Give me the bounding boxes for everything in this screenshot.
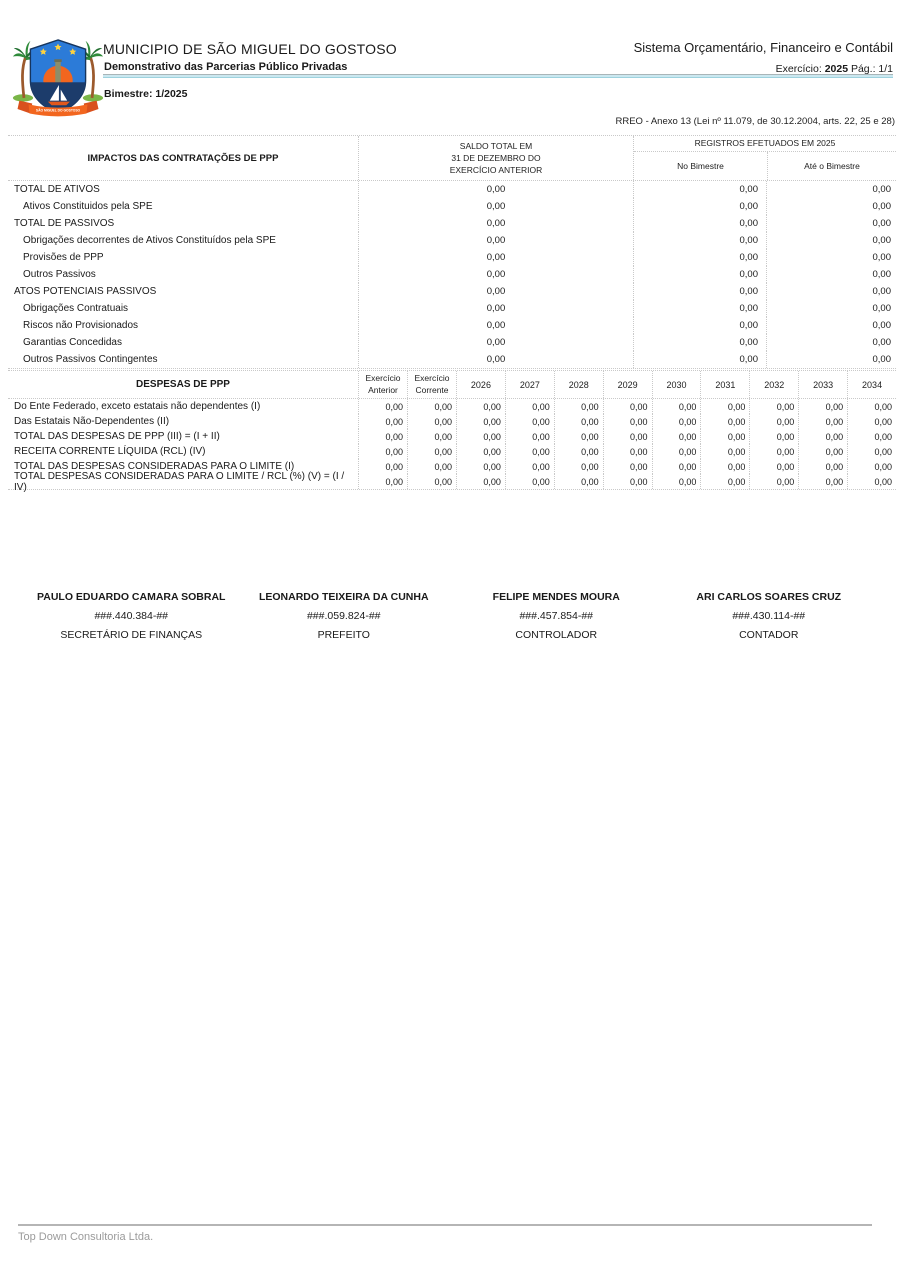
cell-value: 0,00 (766, 300, 896, 317)
signature-block (25, 591, 238, 641)
cell-value: 0,00 (407, 414, 456, 429)
table-row (8, 399, 896, 414)
cell-value: 0,00 (652, 399, 701, 414)
row-label: TOTAL DESPESAS CONSIDERADAS PARA O LIMITE / RCL (%) (V) = (I / IV) (14, 470, 345, 493)
cell-value: 0,00 (505, 459, 554, 474)
cell-value: 0,00 (766, 334, 896, 351)
cell-value: 0,00 (652, 444, 701, 459)
table-row (8, 444, 896, 459)
cell-value: 0,00 (505, 444, 554, 459)
cell-value: 0,00 (358, 266, 633, 283)
exercise-page-info (776, 63, 893, 75)
table-row (8, 266, 896, 283)
cell-value: 0,00 (749, 399, 798, 414)
expenses-title-cell: DESPESAS DE PPP (136, 379, 230, 390)
footer-company: Top Down Consultoria Ltda. (18, 1231, 154, 1243)
cell-value: 0,00 (766, 249, 896, 266)
cell-value: 0,00 (505, 474, 554, 489)
cell-value: 0,00 (749, 444, 798, 459)
cell-value: 0,00 (554, 474, 603, 489)
cell-value: 0,00 (603, 474, 652, 489)
cell-value: 0,00 (358, 317, 633, 334)
cell-value: 0,00 (847, 414, 896, 429)
cell-value: 0,00 (358, 351, 633, 368)
row-label: Outros Passivos Contingentes (23, 354, 158, 365)
row-label: Riscos não Provisionados (23, 320, 139, 331)
cell-value: 0,00 (749, 429, 798, 444)
cell-value: 0,00 (358, 215, 633, 232)
cell-value: 0,00 (700, 414, 749, 429)
cell-value: 0,00 (652, 459, 701, 474)
cell-value: 0,00 (603, 444, 652, 459)
no-bimestre-header-cell: No Bimestre (677, 161, 724, 171)
cell-value: 0,00 (766, 232, 896, 249)
cell-value: 0,00 (407, 474, 456, 489)
cell-value: 0,00 (798, 429, 847, 444)
system-title: Sistema Orçamentário, Financeiro e Contábil (633, 40, 893, 55)
page-title: MUNICIPIO DE SÃO MIGUEL DO GOSTOSO (103, 41, 397, 57)
cell-value: 0,00 (766, 215, 896, 232)
row-label: Provisões de PPP (23, 252, 104, 263)
row-label: ATOS POTENCIAIS PASSIVOS (14, 286, 157, 297)
expenses-table-header (8, 371, 896, 399)
ate-bimestre-header-cell: Até o Bimestre (767, 152, 896, 180)
table-row (8, 249, 896, 266)
cell-value: 0,00 (700, 474, 749, 489)
saldo-header-line: 31 DE DEZEMBRO DO (451, 152, 541, 163)
year-header-cell: 2028 (554, 371, 603, 398)
page-number: Pág.: 1/1 (850, 63, 893, 75)
signature-block (238, 591, 451, 641)
cell-value: 0,00 (798, 474, 847, 489)
cell-value: 0,00 (358, 198, 633, 215)
impacts-table-header (8, 136, 896, 181)
cell-value: 0,00 (633, 300, 766, 317)
cell-value: 0,00 (766, 198, 896, 215)
signature-name: ARI CARLOS SOARES CRUZ (696, 591, 842, 603)
signature-document: ###.457.854-## (519, 610, 594, 622)
cell-value: 0,00 (749, 474, 798, 489)
cell-value: 0,00 (603, 429, 652, 444)
cell-value: 0,00 (633, 232, 766, 249)
cell-value: 0,00 (652, 429, 701, 444)
signature-role: CONTADOR (739, 629, 799, 641)
exercicio-corrente-header-cell: Exercício Corrente (407, 371, 456, 398)
cell-value: 0,00 (798, 399, 847, 414)
signature-role: CONTROLADOR (515, 629, 598, 641)
table-row (8, 351, 896, 368)
shield-icon (30, 40, 85, 114)
cell-value: 0,00 (407, 444, 456, 459)
impacts-table (8, 135, 896, 369)
cell-value: 0,00 (798, 459, 847, 474)
cell-value: 0,00 (700, 444, 749, 459)
cell-value: 0,00 (603, 459, 652, 474)
cell-value: 0,00 (456, 444, 505, 459)
signature-document: ###.430.114-## (732, 610, 806, 622)
cell-value: 0,00 (456, 429, 505, 444)
table-row (8, 283, 896, 300)
registros-header-cell: REGISTROS EFETUADOS EM 2025 (634, 136, 896, 152)
footer-divider (18, 1224, 872, 1226)
cell-value: 0,00 (847, 444, 896, 459)
cell-value: 0,00 (505, 414, 554, 429)
cell-value: 0,00 (358, 283, 633, 300)
row-label: Das Estatais Não-Dependentes (II) (14, 416, 170, 427)
cell-value: 0,00 (700, 399, 749, 414)
cell-value: 0,00 (633, 249, 766, 266)
signature-document: ###.059.824-## (306, 610, 381, 622)
row-label: Garantias Concedidas (23, 337, 122, 348)
year-header-cell: 2032 (749, 371, 798, 398)
row-label: Do Ente Federado, exceto estatais não dependentes (I) (14, 401, 261, 412)
year-header-cell: 2034 (847, 371, 896, 398)
signature-block (663, 591, 876, 641)
cell-value: 0,00 (633, 351, 766, 368)
cell-value: 0,00 (766, 317, 896, 334)
signature-name: FELIPE MENDES MOURA (492, 591, 620, 603)
year-header-cell: 2027 (505, 371, 554, 398)
cell-value: 0,00 (847, 399, 896, 414)
cell-value: 0,00 (633, 266, 766, 283)
table-row (8, 334, 896, 351)
cell-value: 0,00 (603, 414, 652, 429)
year-header-cell: 2026 (456, 371, 505, 398)
cell-value: 0,00 (700, 429, 749, 444)
table-row (8, 215, 896, 232)
row-label: Obrigações decorrentes de Ativos Constituídos pela SPE (23, 235, 276, 246)
table-row (8, 470, 896, 493)
cell-value: 0,00 (554, 459, 603, 474)
cell-value: 0,00 (456, 474, 505, 489)
year-header-cell: 2030 (652, 371, 701, 398)
cell-value: 0,00 (358, 334, 633, 351)
row-label: TOTAL DE PASSIVOS (14, 218, 115, 229)
row-label: TOTAL DE ATIVOS (14, 184, 100, 195)
cell-value: 0,00 (652, 474, 701, 489)
municipality-logo (12, 26, 104, 122)
cell-value: 0,00 (633, 317, 766, 334)
lighthouse-icon (55, 61, 61, 82)
year-header-cell: 2033 (798, 371, 847, 398)
cell-value: 0,00 (603, 399, 652, 414)
annex-reference: RREO - Anexo 13 (Lei nº 11.079, de 30.12.2004, arts. 22, 25 e 28) (615, 116, 895, 127)
impacts-table-body (8, 181, 896, 368)
cell-value: 0,00 (749, 459, 798, 474)
cell-value: 0,00 (633, 198, 766, 215)
cell-value: 0,00 (505, 429, 554, 444)
cell-value: 0,00 (633, 283, 766, 300)
signatures-section (25, 591, 875, 641)
cell-value: 0,00 (358, 181, 633, 198)
cell-value: 0,00 (358, 429, 407, 444)
cell-value: 0,00 (358, 232, 633, 249)
cell-value: 0,00 (798, 414, 847, 429)
table-row (8, 317, 896, 334)
impacts-title-cell: IMPACTOS DAS CONTRATAÇÕES DE PPP (87, 152, 279, 164)
cell-value: 0,00 (749, 414, 798, 429)
ribbon-text: SÃO MIGUEL DO GOSTOSO (35, 108, 81, 113)
table-row (8, 198, 896, 215)
expenses-table (8, 370, 896, 493)
table-row (8, 300, 896, 317)
cell-value: 0,00 (766, 266, 896, 283)
cell-value: 0,00 (456, 399, 505, 414)
cell-value: 0,00 (700, 459, 749, 474)
cell-value: 0,00 (847, 474, 896, 489)
cell-value: 0,00 (766, 283, 896, 300)
cell-value: 0,00 (652, 414, 701, 429)
cell-value: 0,00 (633, 181, 766, 198)
cell-value: 0,00 (505, 399, 554, 414)
cell-value: 0,00 (358, 444, 407, 459)
saldo-header-cell (358, 136, 633, 180)
cell-value: 0,00 (358, 474, 407, 489)
cell-value: 0,00 (766, 181, 896, 198)
saldo-header-line: SALDO TOTAL EM (459, 140, 533, 151)
cell-value: 0,00 (407, 459, 456, 474)
row-label: TOTAL DAS DESPESAS CONSIDERADAS PARA O LIMITE (I) (14, 461, 295, 472)
cell-value: 0,00 (358, 414, 407, 429)
cell-value: 0,00 (456, 459, 505, 474)
cell-value: 0,00 (358, 300, 633, 317)
cell-value: 0,00 (407, 399, 456, 414)
row-label: Obrigações Contratuais (23, 303, 129, 314)
signature-block (450, 591, 663, 641)
table-row (8, 232, 896, 249)
header-divider-bar (103, 74, 893, 78)
year-header-cell: 2031 (700, 371, 749, 398)
cell-value: 0,00 (407, 429, 456, 444)
cell-value: 0,00 (554, 414, 603, 429)
cell-value: 0,00 (554, 429, 603, 444)
exercise-label: Exercício: (775, 63, 822, 75)
signature-role: SECRETÁRIO DE FINANÇAS (60, 629, 203, 641)
cell-value: 0,00 (766, 351, 896, 368)
cell-value: 0,00 (847, 459, 896, 474)
exercise-value: 2025 (824, 63, 849, 75)
cell-value: 0,00 (633, 334, 766, 351)
saldo-header-line: EXERCÍCIO ANTERIOR (449, 165, 543, 176)
cell-value: 0,00 (358, 459, 407, 474)
exercicio-anterior-header-cell: Exercício Anterior (358, 371, 407, 398)
signature-name: PAULO EDUARDO CAMARA SOBRAL (37, 591, 226, 603)
table-row (8, 414, 896, 429)
row-label: Outros Passivos (23, 269, 96, 280)
cell-value: 0,00 (633, 215, 766, 232)
cell-value: 0,00 (554, 444, 603, 459)
cell-value: 0,00 (456, 414, 505, 429)
cell-value: 0,00 (798, 444, 847, 459)
cell-value: 0,00 (358, 399, 407, 414)
registros-header-group (633, 136, 896, 180)
signature-role: PREFEITO (317, 629, 370, 641)
bimester-label: Bimestre: 1/2025 (104, 88, 188, 100)
table-row (8, 181, 896, 198)
cell-value: 0,00 (847, 429, 896, 444)
report-subtitle: Demonstrativo das Parcerias Público Privadas (104, 61, 348, 73)
cell-value: 0,00 (358, 249, 633, 266)
signature-name: LEONARDO TEIXEIRA DA CUNHA (258, 591, 429, 603)
expenses-table-body (8, 399, 896, 493)
row-label: TOTAL DAS DESPESAS DE PPP (III) = (I + II) (14, 431, 220, 442)
row-label: RECEITA CORRENTE LÍQUIDA (RCL) (IV) (14, 446, 206, 457)
signature-document: ###.440.384-## (94, 610, 169, 622)
cell-value: 0,00 (554, 399, 603, 414)
year-header-cell: 2029 (603, 371, 652, 398)
table-row (8, 429, 896, 444)
row-label: Ativos Constituidos pela SPE (23, 201, 153, 212)
